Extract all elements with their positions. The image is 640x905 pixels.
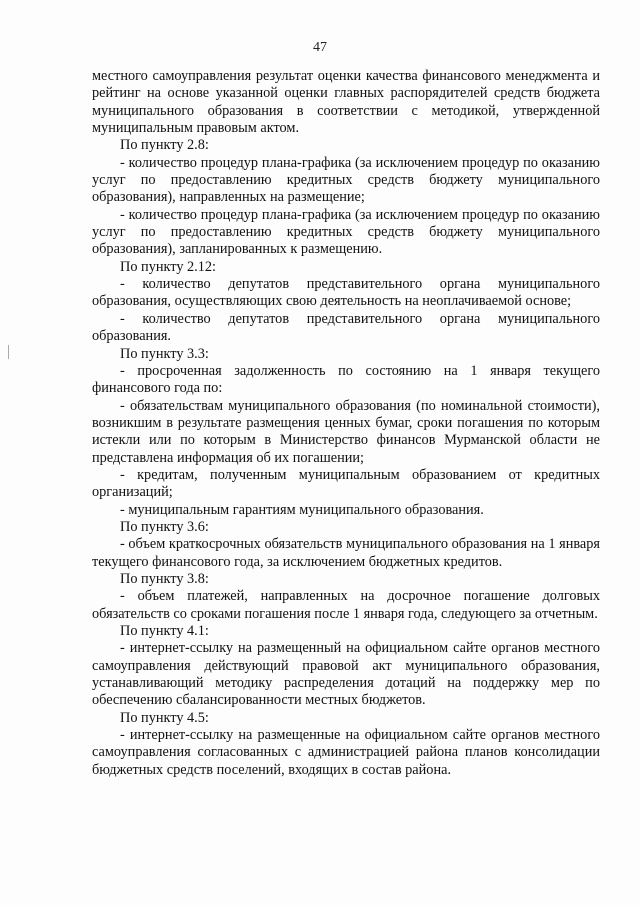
heading-item-3-3: По пункту 3.3: [120,345,209,362]
list-item: - количество процедур плана-графика (за исключением процедур по оказанию услуг по предоставлению кредитных средств бюджету муниципального образования), направленных на размещение; [92,154,600,206]
heading-item-2-12: По пункту 2.12: [120,258,217,275]
page-number: 47 [313,40,327,55]
list-item: - количество депутатов представительного органа муниципального образования, осуществляющих свою деятельность на неоплачиваемой основе; [92,276,600,310]
list-item: - интернет-ссылку на размещенные на официальном сайте органов местного самоуправления согласованных с администрацией района планов консолидации бюджетных средств поселений, входящих в состав района. [92,727,600,778]
list-item: - кредитам, полученным муниципальным образованием от кредитных организаций; [92,466,600,501]
list-item: - объем платежей, направленных на досрочное погашение долговых обязательств со сроками погашения после 1 января года, следующего за отчетным. [92,588,600,622]
list-item: - обязательствам муниципального образования (по номинальной стоимости), возникшим в результате размещения ценных бумаг, сроки погашения по которым истекли или по которым в Министерство финансов Мурманской области не представлена информация об их погашении; [92,397,600,466]
list-item: - интернет-ссылку на размещенный на официальном сайте органов местного самоуправления действующий правовой акт муниципального образования, устанавливающий методику распределения дотаций на поддержку мер по обеспечению сбалансированности местных бюджетов. [92,640,600,709]
list-item: - муниципальным гарантиям муниципального образования. [120,501,484,518]
paragraph-intro-continuation: местного самоуправления результат оценки качества финансового менеджмента и рейтинг на основе указанной оценки главных распорядителей средств бюджета муниципального образования в соответствии с методикой, утвержденной муниципальным правовым актом. [92,68,600,137]
list-item: - количество депутатов представительного органа муниципального образования. [92,310,600,345]
heading-item-4-5: По пункту 4.5: [120,709,209,726]
heading-item-2-8: По пункту 2.8: [120,137,209,154]
heading-item-4-1: По пункту 4.1: [120,623,209,639]
heading-item-3-6: По пункту 3.6: [120,518,209,535]
list-item: - объем краткосрочных обязательств муниципального образования на 1 января текущего финансового года, за исключением бюджетных кредитов. [92,536,600,570]
document-body [92,68,600,779]
list-item: - количество процедур плана-графика (за исключением процедур по оказанию услуг по предоставлению кредитных средств бюджету муниципального образования), запланированных к размещению. [92,206,600,258]
heading-item-3-8: По пункту 3.8: [120,570,209,587]
scan-margin-mark [8,345,9,359]
list-item: - просроченная задолженность по состоянию на 1 января текущего финансового года по: [92,362,600,397]
